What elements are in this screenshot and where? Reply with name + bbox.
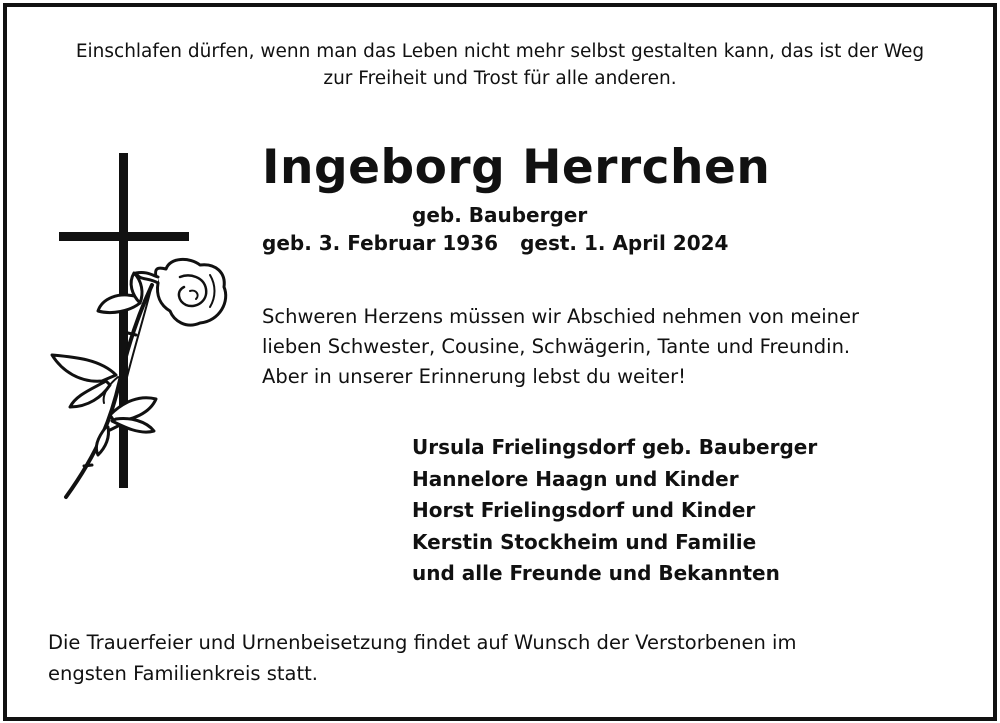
death-date: gest. 1. April 2024	[520, 231, 729, 255]
birth-date: geb. 3. Februar 1936	[262, 231, 499, 255]
quote-line-1: Einschlafen dürfen, wenn man das Leben nicht mehr selbst gestalten kann, das ist der Weg	[75, 41, 925, 62]
mourner-entry: Ursula Frielingsdorf geb. Bauberger	[412, 435, 818, 459]
mourners-list	[412, 432, 817, 590]
ceremony-note	[48, 627, 928, 689]
quote-line-2: zur Freiheit und Trost für alle anderen.	[323, 68, 677, 89]
cross-icon	[59, 153, 189, 488]
rose-icon	[52, 259, 226, 497]
deceased-name: Ingeborg Herrchen	[262, 140, 771, 195]
life-dates	[262, 229, 750, 257]
ceremony-line: engsten Familienkreis statt.	[48, 662, 318, 685]
mourner-entry: und alle Freunde und Bekannten	[412, 561, 780, 585]
opening-quote	[40, 38, 960, 92]
cross-with-rose-icon	[40, 145, 240, 505]
mourner-entry: Horst Frielingsdorf und Kinder	[412, 498, 756, 522]
message-line: Aber in unserer Erinnerung lebst du weiter!	[262, 365, 686, 388]
message-line: Schweren Herzens müssen wir Abschied nehmen von meiner	[262, 305, 860, 328]
ceremony-line: Die Trauerfeier und Urnenbeisetzung findet auf Wunsch der Verstorbenen im	[48, 631, 797, 654]
farewell-message	[262, 302, 952, 392]
message-line: lieben Schwester, Cousine, Schwägerin, Tante und Freundin.	[262, 335, 851, 358]
maiden-name: geb. Bauberger	[412, 203, 588, 227]
mourner-entry: Hannelore Haagn und Kinder	[412, 466, 739, 491]
mourner-entry: Kerstin Stockheim und Familie	[412, 529, 757, 554]
